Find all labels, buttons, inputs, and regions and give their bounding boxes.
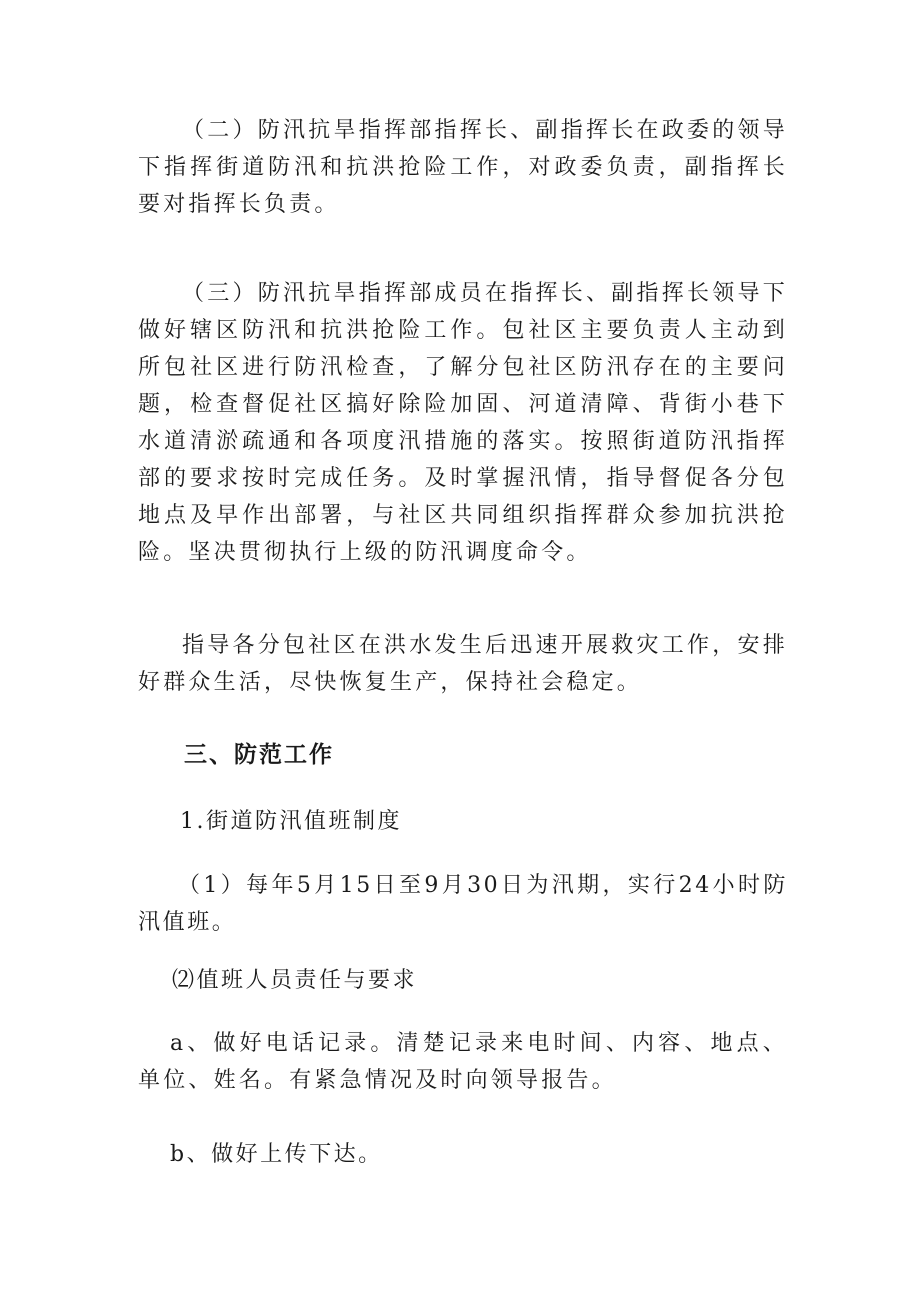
paragraph-disaster-relief: 指导各分包社区在洪水发生后迅速开展救灾工作，安排好群众生活，尽快恢复生产，保持社会稳定。 xyxy=(138,633,788,695)
section-heading-prevention: 三、防范工作 xyxy=(184,742,334,768)
paragraph-command-members: （三）防汛抗旱指挥部成员在指挥长、副指挥长领导下做好辖区防汛和抗洪抢险工作。包社区主要负责人主动到所包社区进行防汛检查，了解分包社区防汛存在的主要问题，检查督促社区搞好除险加固、河道清障、背街小巷下水道清淤疏通和各项度汛措施的落实。按照街道防汛指挥部的要求按时完成任务。及时掌握汛情，指导督促各分包地点及早作出部署，与社区共同组织指挥群众参加抗洪抢险。坚决贯彻执行上级的防汛调度命令。 xyxy=(138,281,788,565)
subheading-duty-requirements: ⑵值班人员责任与要求 xyxy=(172,968,418,993)
subheading-duty-system: 1.街道防汛值班制度 xyxy=(180,809,402,834)
paragraph-relay-info: b、做好上传下达。 xyxy=(170,1142,383,1167)
paragraph-phone-records: a、做好电话记录。清楚记录来电时间、内容、地点、单位、姓名。有紧急情况及时向领导报告。 xyxy=(138,1031,788,1093)
paragraph-command-leaders: （二）防汛抗旱指挥部指挥长、副指挥长在政委的领导下指挥街道防汛和抗洪抢险工作，对政委负责，副指挥长要对指挥长负责。 xyxy=(138,118,788,217)
paragraph-flood-season: （1）每年5月15日至9月30日为汛期，实行24小时防汛值班。 xyxy=(138,873,788,935)
